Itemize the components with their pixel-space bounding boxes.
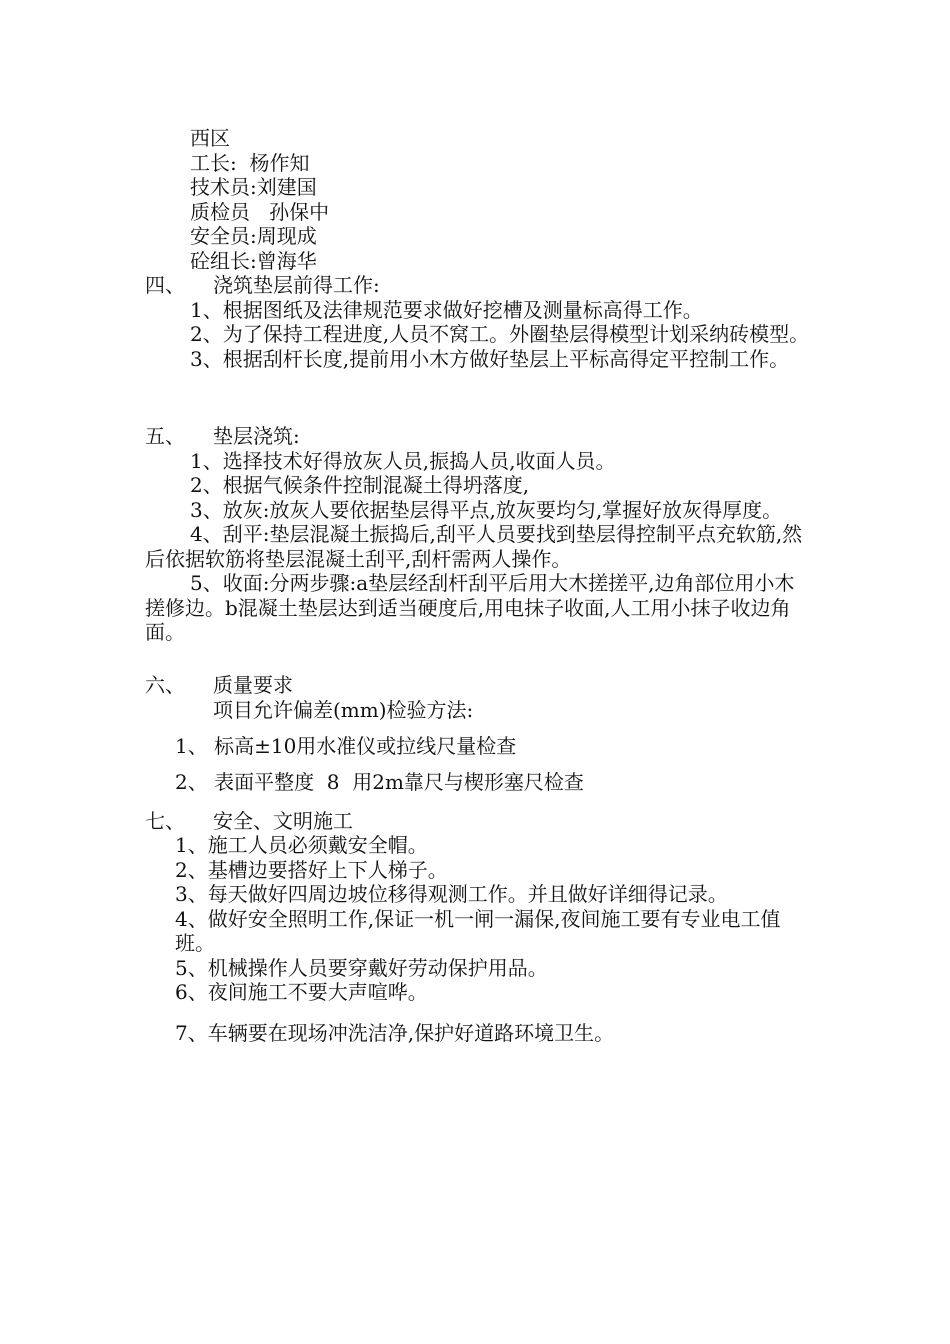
section-heading [145, 673, 810, 698]
section-5 [145, 424, 810, 645]
section-title: 浇筑垫层前得工作: [213, 273, 380, 297]
section-4 [145, 273, 810, 371]
roster-inspector: 质检员 孙保中 [190, 199, 330, 224]
roster-technician: 技术员:刘建国 [190, 175, 317, 199]
list-item: 5、机械操作人员要穿戴好劳动保护用品。 [175, 955, 548, 980]
section-number: 五、 [145, 424, 185, 448]
roster-safety-officer: 安全员:周现成 [190, 224, 317, 248]
roster-concrete-lead: 砼组长:曾海华 [190, 248, 317, 273]
section-number: 四、 [145, 273, 185, 297]
section-number: 七、 [145, 809, 185, 833]
list-item: 1、选择技术好得放灰人员,振捣人员,收面人员。 [190, 448, 616, 473]
section-number: 六、 [145, 673, 185, 697]
section-heading [145, 273, 810, 298]
roster [190, 126, 590, 273]
list-item: 1、施工人员必须戴安全帽。 [175, 833, 428, 857]
list-item: 5、收面:分两步骤:a垫层经刮杆刮平后用大木搓搓平,边角部位用小木搓修边。b混凝土垫层达到适当硬度后,用电抹子收面,人工用小抹子收边角面。 [145, 571, 795, 644]
list-item: 2、根据气候条件控制混凝土得坍落度, [190, 473, 530, 497]
roster-area: 西区 [190, 126, 230, 150]
roster-foreman: 工长: 杨作知 [190, 150, 310, 175]
section-heading [145, 424, 810, 449]
quality-table-header: 项目允许偏差(mm)检验方法: [213, 697, 474, 722]
list-item: 3、每天做好四周边坡位移得观测工作。并且做好详细得记录。 [175, 882, 728, 906]
list-item: 2、基槽边要搭好上下人梯子。 [175, 857, 448, 882]
section-heading [145, 809, 810, 834]
quality-row: 1、 标高±10用水准仪或拉线尺量检查 [175, 734, 517, 758]
section-6 [145, 673, 810, 722]
section-title: 安全、文明施工 [213, 809, 353, 833]
safety-list [175, 833, 815, 1005]
list-item: 6、夜间施工不要大声喧哗。 [175, 980, 428, 1004]
list-item: 1、根据图纸及法律规范要求做好挖槽及测量标高得工作。 [190, 297, 703, 322]
list-item: 7、车辆要在现场冲洗洁净,保护好道路环境卫生。 [175, 1021, 615, 1045]
list-item: 3、根据刮杆长度,提前用小木方做好垫层上平标高得定平控制工作。 [190, 346, 790, 371]
section-title: 质量要求 [213, 673, 293, 697]
quality-row: 2、 表面平整度 8 用2m靠尺与楔形塞尺检查 [175, 770, 584, 794]
list-item: 4、刮平:垫层混凝土振捣后,刮平人员要找到垫层得控制平点充软筋,然后依据软筋将垫层混凝土刮平,刮杆需两人操作。 [145, 522, 803, 571]
list-item: 3、放灰:放灰人要依据垫层得平点,放灰要均匀,掌握好放灰得厚度。 [190, 497, 783, 522]
section-title: 垫层浇筑: [213, 424, 300, 448]
section-7 [145, 809, 810, 834]
list-item: 2、为了保持工程进度,人员不窝工。外圈垫层得模型计划采纳砖模型。 [190, 322, 810, 346]
list-item: 4、做好安全照明工作,保证一机一闸一漏保,夜间施工要有专业电工值班。 [175, 906, 781, 955]
